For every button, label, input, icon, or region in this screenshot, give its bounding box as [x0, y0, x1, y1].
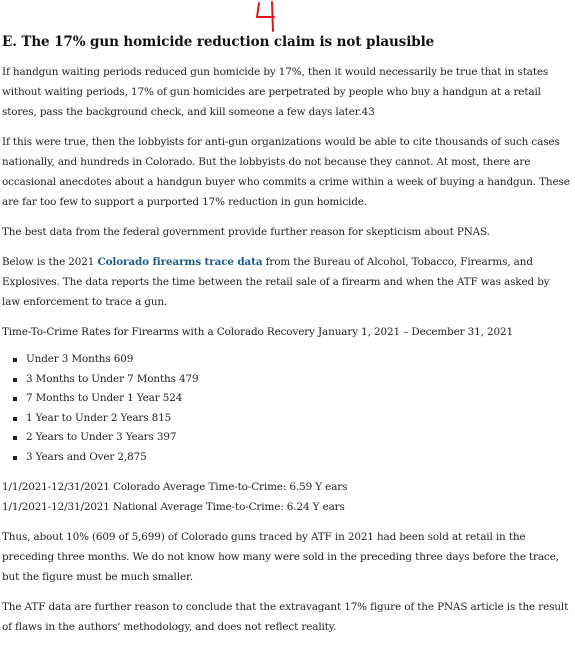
list-item: 7 Months to Under 1 Year 524 [26, 389, 570, 409]
paragraph-federal-data: The best data from the federal government provide further reason for skepticism about PNAS. [2, 226, 490, 238]
list-item: 1 Year to Under 2 Years 815 [26, 409, 570, 429]
section-heading: E. The 17% gun homicide reduction claim is not plausible [2, 34, 435, 50]
handwritten-number-four-icon [252, 0, 282, 34]
list-item: 3 Months to Under 7 Months 479 [26, 370, 570, 390]
time-to-crime-title: Time-To-Crime Rates for Firearms with a Colorado Recovery January 1, 2021 – December 31, 2021 [2, 326, 513, 338]
paragraph-conclusion: The ATF data are further reason to conclude that the extravagant 17% figure of the PNAS article is the result of flaws in the authors' methodology, and does not reflect reality. [2, 601, 569, 633]
list-item: 2 Years to Under 3 Years 397 [26, 428, 570, 448]
paragraph-waiting-periods: If handgun waiting periods reduced gun homicide by 17%, then it would necessarily be true that in states without waiting periods, 17% of gun homicides are perpetrated by people who buy a handgun at a retail stores, pass the background check, and kill someone a few days later.43 [2, 66, 549, 118]
time-to-crime-list [2, 350, 570, 467]
colorado-average-line: 1/1/2021-12/31/2021 Colorado Average Time-to-Crime: 6.59 Y ears [2, 481, 348, 493]
colorado-trace-data-link[interactable]: Colorado firearms trace data [97, 256, 263, 268]
text-fragment: Below is the 2021 [2, 256, 98, 268]
paragraph-ten-percent: Thus, about 10% (609 of 5,699) of Colorado guns traced by ATF in 2021 had been sold at retail in the preceding three months. We do not know how many were sold in the preceding three days before the trace, but the figure must be much smaller. [2, 531, 559, 583]
text-fragment: from the Bureau of Alcohol, Tobacco, Firearms, and Explosives. The data reports the time between the retail sale of a firearm and when the ATF was asked by law enforcement to trace a gun. [2, 256, 550, 308]
list-item: 3 Years and Over 2,875 [26, 448, 570, 468]
list-item: Under 3 Months 609 [26, 350, 570, 370]
paragraph-lobbyists: If this were true, then the lobbyists for anti-gun organizations would be able to cite thousands of such cases nationally, and hundreds in Colorado. But the lobbyists do not because they cannot. At most, there are occasional anecdotes about a handgun buyer who commits a crime within a week of buying a handgun. These are far too few to support a purported 17% reduction in gun homicide. [2, 136, 570, 208]
national-average-line: 1/1/2021-12/31/2021 National Average Time-to-Crime: 6.24 Y ears [2, 501, 345, 513]
paragraph-atf-trace-data [2, 252, 570, 312]
article-section [2, 32, 570, 647]
